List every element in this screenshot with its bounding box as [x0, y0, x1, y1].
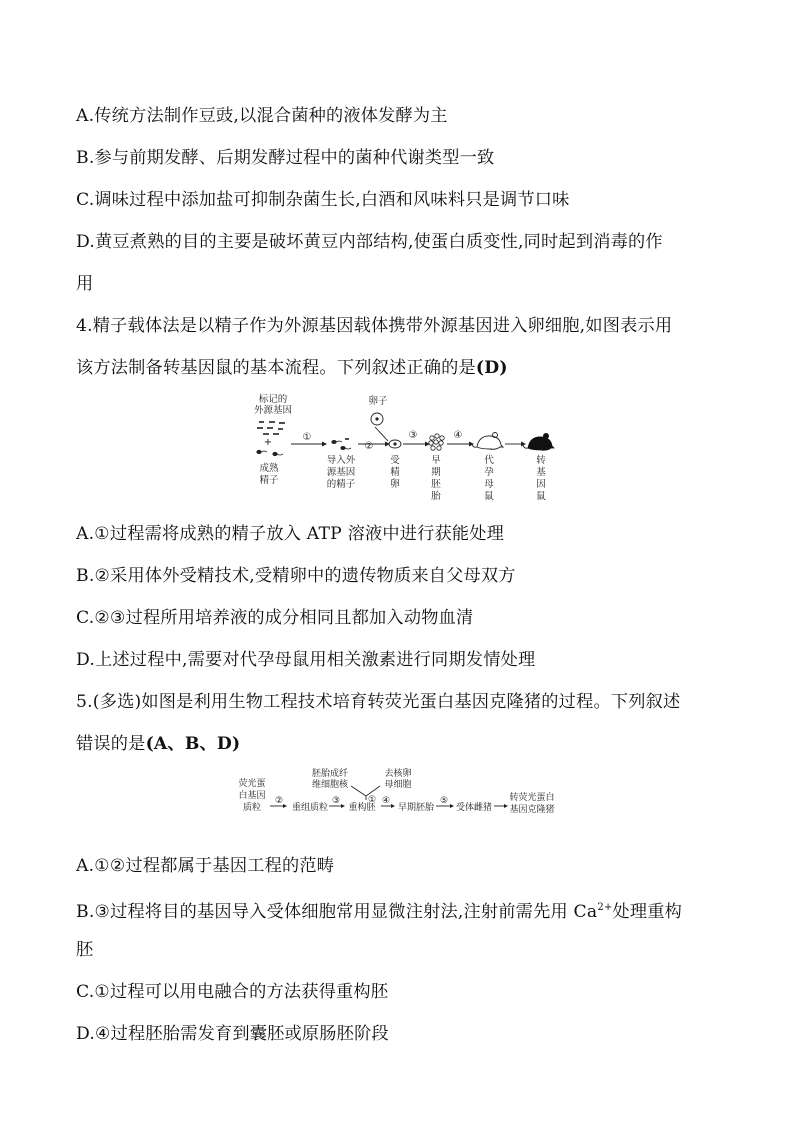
label-surrogate-4: 鼠: [484, 491, 494, 502]
mature-sperm-icon: [257, 450, 283, 455]
early-embryo-icon: [429, 434, 444, 450]
q5-arrow-6-head: [504, 804, 508, 808]
label-fertilized-egg-1: 受: [390, 455, 400, 466]
label-mature-sperm-1: 成熟: [259, 463, 279, 474]
q5-answer: (A、B、D): [145, 734, 241, 754]
label-mature-sperm-2: 精子: [259, 475, 279, 486]
step-2-label: ②: [364, 441, 374, 452]
label-gfp-1: 荧光蛋: [238, 779, 266, 789]
label-plasmid: 质粒: [242, 803, 262, 813]
label-transgenic-mouse-2: 基: [536, 467, 546, 478]
fertilized-egg-icon: [389, 440, 401, 448]
q5-stem-line1: 5.(多选)如图是利用生物工程技术培育转荧光蛋白基因克隆猪的过程。下列叙述: [76, 692, 681, 712]
q4-stem-text: 该方法制备转基因鼠的基本流程。下列叙述正确的是: [76, 358, 476, 378]
arrow-1-head: [322, 442, 327, 447]
label-marked-gene-1: 标记的: [258, 394, 288, 405]
q4-option-a: A.①过程需将成熟的精子放入 ATP 溶液中进行获能处理: [76, 524, 505, 544]
label-surrogate-3: 母: [484, 479, 494, 490]
q5-arrow-4-head: [391, 804, 395, 808]
sperm-with-gene-icon: [332, 439, 351, 450]
q4-figure: [245, 392, 565, 502]
label-fibroblast-2: 维细胞核: [311, 780, 349, 790]
label-fertilized-egg-3: 卵: [390, 479, 400, 490]
q5-option-b-text-end: 处理重构: [612, 902, 683, 922]
label-reconstructed-embryo: 重构胚: [348, 803, 376, 813]
q5-option-b-line2: 胚: [76, 940, 94, 960]
q4-option-c: C.②③过程所用培养液的成分相同且都加入动物血清: [76, 608, 474, 628]
q5-step-3: ③: [331, 796, 341, 806]
label-enucleated-1: 去核卵: [384, 769, 412, 779]
label-recombinant-plasmid: 重组质粒: [291, 803, 329, 813]
q4-stem-line2: [76, 356, 508, 380]
surrogate-mouse-icon: [472, 433, 503, 450]
q4-stem-line1: 4.精子载体法是以精子作为外源基因载体携带外源基因进入卵细胞,如图表示用: [76, 316, 673, 336]
label-egg: 卵子: [368, 396, 388, 407]
label-transgenic-mouse-1: 转: [536, 455, 546, 466]
label-sperm-with-gene-2: 源基因: [326, 467, 356, 478]
label-fibroblast-1: 胚胎成纤: [311, 769, 349, 779]
q5-option-c: C.①过程可以用电融合的方法获得重构胚: [76, 982, 389, 1002]
q5-figure: [228, 768, 568, 830]
q5-arrow-3-head: [341, 804, 345, 808]
q5-arrow-5-head: [450, 804, 454, 808]
label-transgenic-mouse-3: 因: [536, 479, 546, 490]
q5-step-4: ④: [381, 796, 391, 806]
label-sperm-with-gene-3: 的精子: [326, 479, 356, 490]
q5-step-5: ⑤: [439, 796, 449, 806]
q4-option-b: B.②采用体外受精技术,受精卵中的遗传物质来自父母双方: [76, 566, 516, 586]
q3-option-a: A.传统方法制作豆豉,以混合菌种的液体发酵为主: [76, 106, 448, 126]
egg-icon: [371, 413, 383, 425]
label-fertilized-egg-2: 精: [390, 467, 400, 478]
q5-stem-text: 错误的是: [76, 734, 146, 754]
foreign-gene-fragments-icon: [257, 422, 285, 434]
label-result-1: 转荧光蛋白: [509, 793, 555, 803]
q4-option-d: D.上述过程中,需要对代孕母鼠用相关激素进行同期发情处理: [76, 650, 536, 670]
q5-arrow-2-head: [283, 804, 287, 808]
q3-option-d-line1: D.黄豆煮熟的目的主要是破坏黄豆内部结构,使蛋白质变性,同时起到消毒的作: [76, 232, 663, 252]
q5-step-1: ①: [367, 795, 377, 805]
step-3-label: ③: [408, 430, 418, 441]
q3-option-d-line2: 用: [76, 274, 94, 294]
q4-answer: (D): [475, 358, 508, 378]
label-gfp-2: 白基因: [238, 791, 266, 801]
label-surrogate-2: 孕: [484, 467, 494, 478]
label-transgenic-mouse-4: 鼠: [536, 491, 546, 502]
label-plus: +: [263, 437, 273, 448]
label-result-2: 基因克隆猪: [509, 805, 555, 815]
label-recipient-sow: 受体雌猪: [455, 803, 493, 813]
q5-option-b-text: B.③过程将目的基因导入受体细胞常用显微注射法,注射前需先用 Ca: [76, 902, 598, 922]
label-surrogate-1: 代: [484, 455, 494, 466]
step-1-label: ①: [302, 432, 312, 443]
label-early-embryo: 早期胚胎: [397, 803, 435, 813]
label-early-embryo-4: 胎: [431, 491, 441, 502]
q3-option-c: C.调味过程中添加盐可抑制杂菌生长,白酒和风味料只是调节口味: [76, 190, 570, 210]
q5-option-b-line1: [76, 896, 682, 924]
q5-option-b-superscript: 2+: [597, 902, 613, 913]
label-sperm-with-gene-1: 导入外: [326, 455, 356, 466]
q5-step-2: ②: [274, 796, 284, 806]
egg-arrow: [375, 427, 388, 441]
q5-option-d: D.④过程胚胎需发育到囊胚或原肠胚阶段: [76, 1024, 389, 1044]
transgenic-mouse-icon: [523, 433, 554, 450]
step-4-label: ④: [453, 430, 463, 441]
label-marked-gene-2: 外源基因: [253, 405, 293, 416]
q5-stem-line2: [76, 732, 240, 756]
label-early-embryo-2: 期: [431, 467, 441, 478]
q5-option-a: A.①②过程都属于基因工程的范畴: [76, 856, 335, 876]
label-enucleated-2: 母细胞: [384, 780, 412, 790]
q3-option-b: B.参与前期发酵、后期发酵过程中的菌种代谢类型一致: [76, 148, 495, 168]
label-early-embryo-3: 胚: [431, 479, 441, 490]
label-early-embryo-1: 早: [431, 455, 441, 466]
